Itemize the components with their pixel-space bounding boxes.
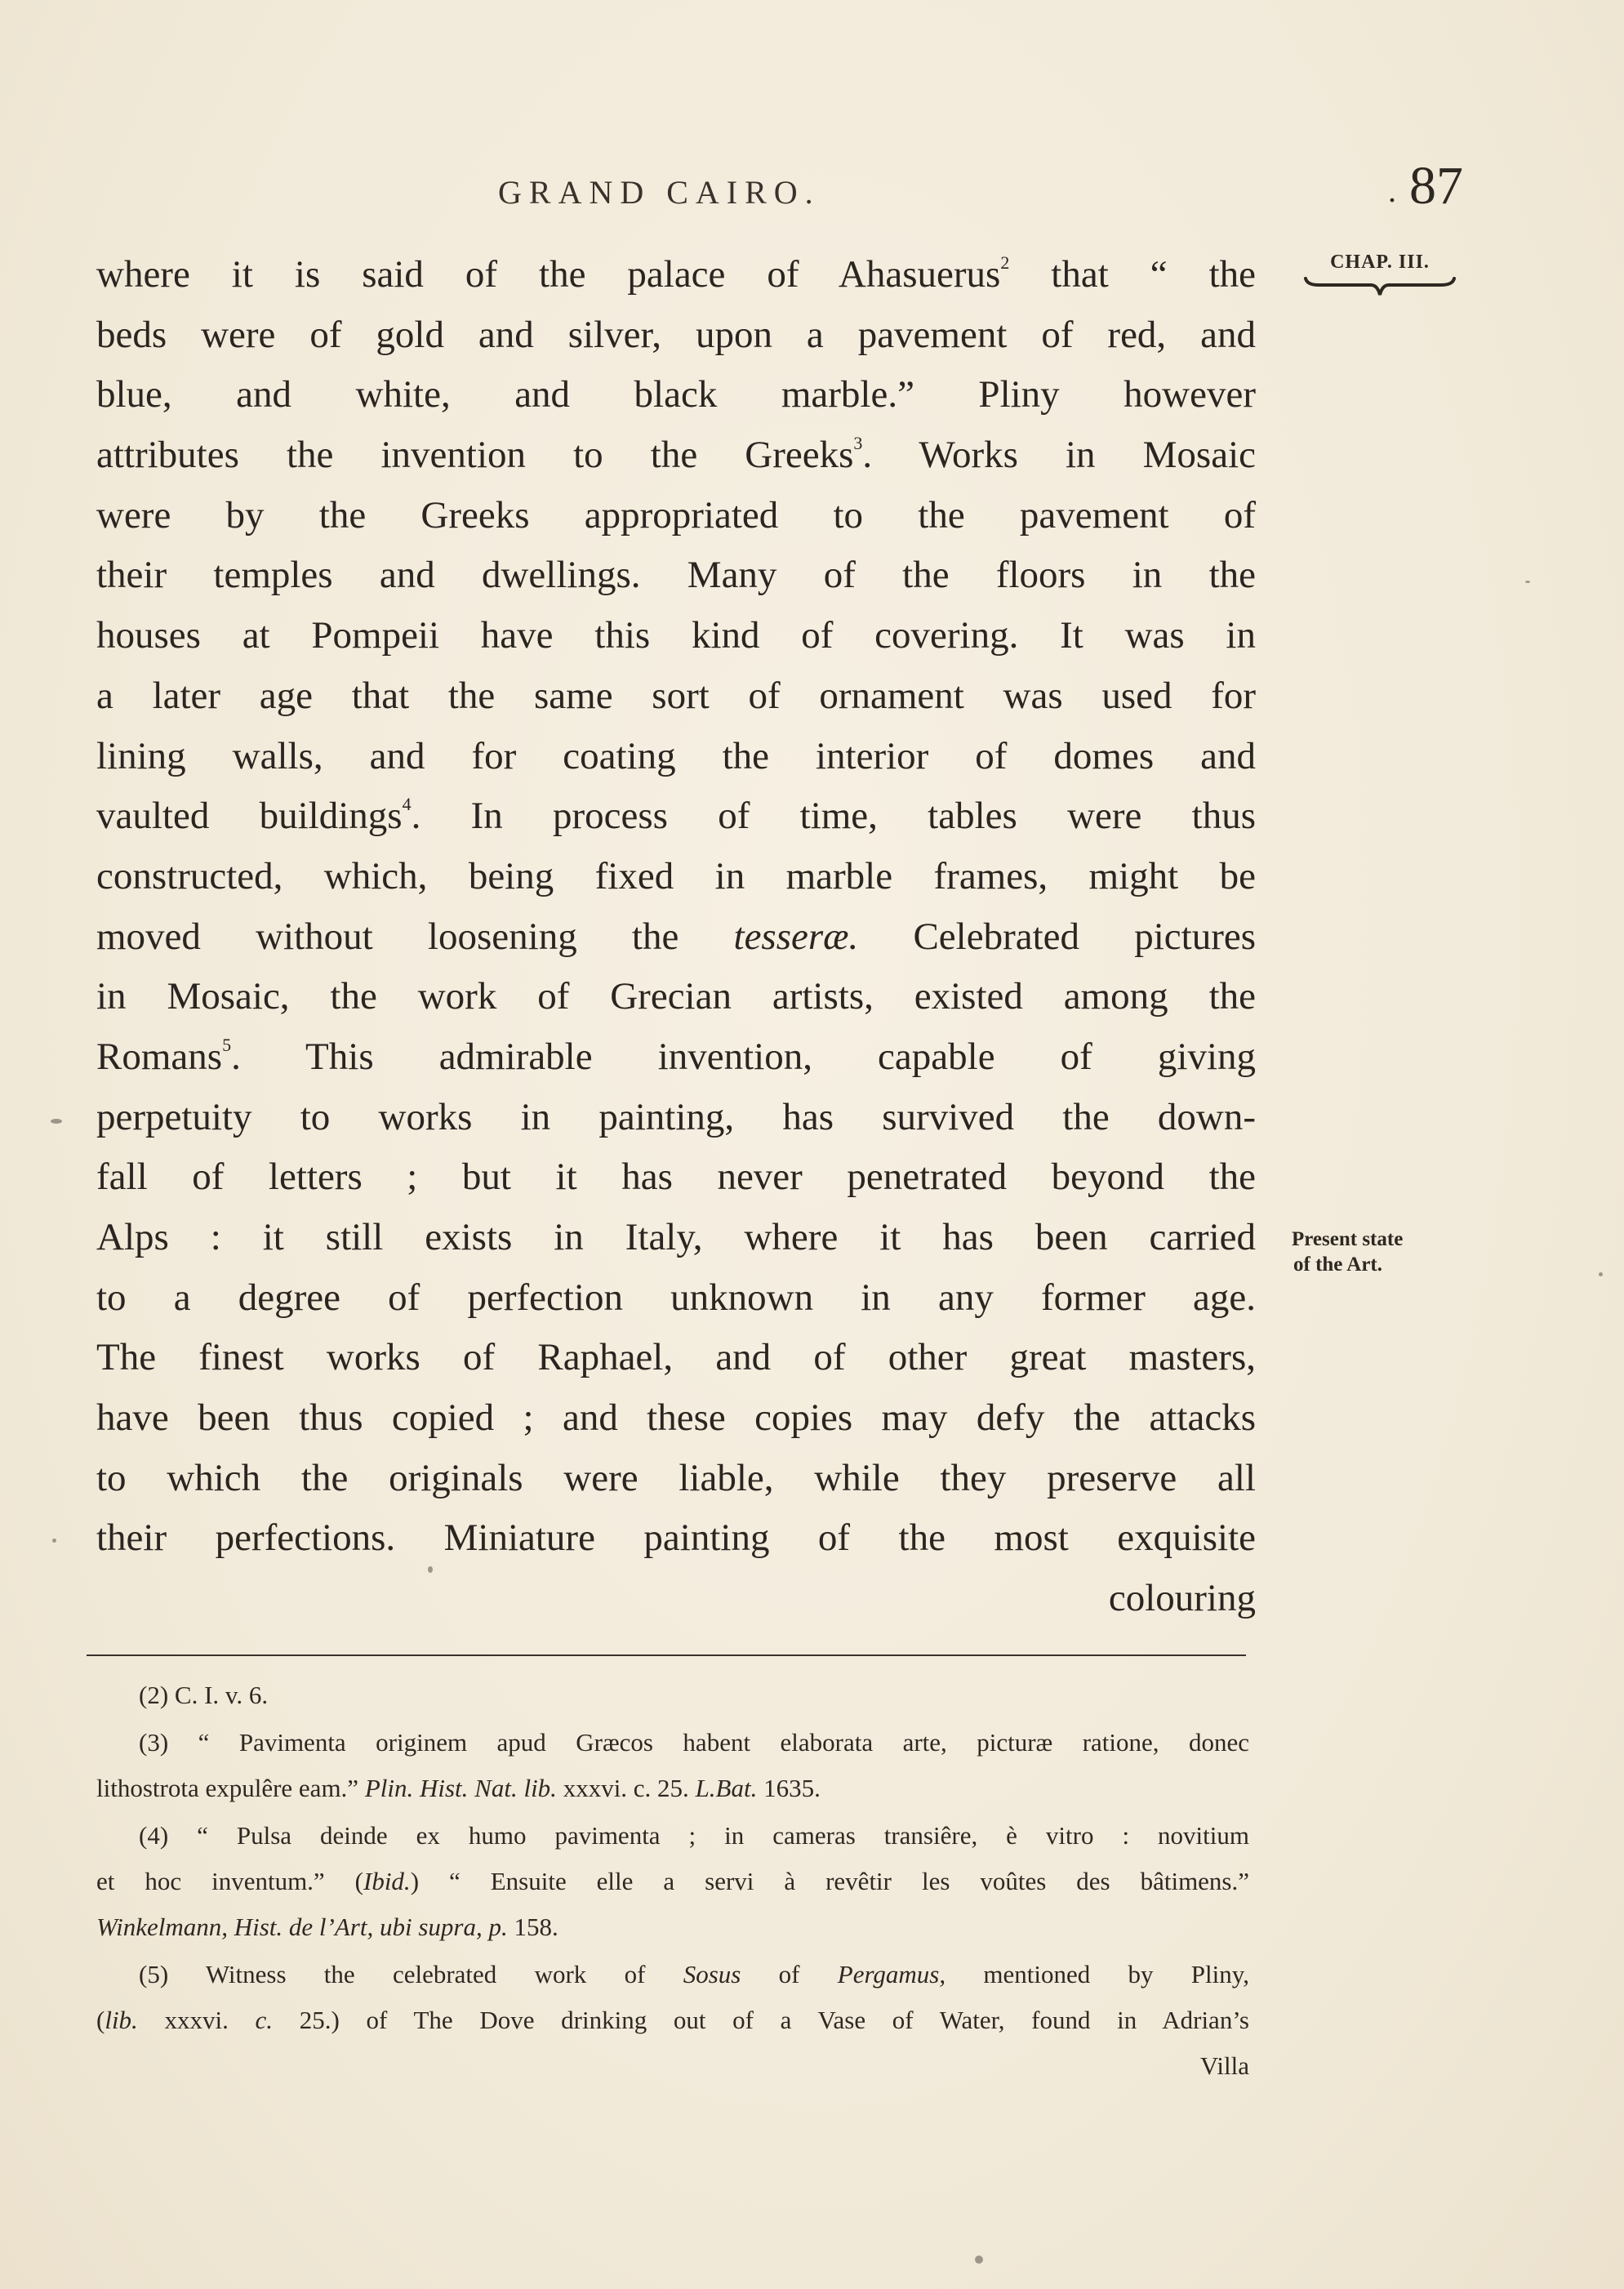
- footnote-3-line-1: [96, 1720, 1249, 1766]
- paper-speck: [428, 1566, 433, 1573]
- body-line: [96, 1268, 1256, 1329]
- body-text-run: in Mosaic, the work of Grecian artists, existed among the: [96, 975, 1256, 1018]
- footnote-text: mentioned by Pliny,: [945, 1960, 1250, 1988]
- body-text-run: where it is said of the palace of Ahasuerus: [96, 253, 1001, 296]
- paper-speck: [1525, 581, 1530, 583]
- page-number-prefix: .: [1388, 172, 1396, 210]
- body-line: [96, 1508, 1256, 1569]
- body-text-run: beds were of gold and silver, upon a pavement of red, and: [96, 313, 1256, 356]
- footnote-5-line-2: [96, 1997, 1249, 2043]
- running-head: GRAND CAIRO.: [498, 174, 821, 211]
- body-text-run: have been thus copied ; and these copies may defy the attacks: [96, 1396, 1256, 1440]
- body-line: [96, 486, 1256, 546]
- footnote-citation: lib.: [105, 2006, 138, 2034]
- body-text-run: to which the originals were liable, while they preserve all: [96, 1456, 1256, 1499]
- body-text-run: lining walls, and for coating the interior of domes and: [96, 734, 1256, 777]
- footnote-text: xxxvi.: [137, 2006, 256, 2034]
- page-number-block: [1388, 155, 1463, 217]
- footnote-5-line-1: [96, 1952, 1249, 1997]
- body-line: [96, 847, 1256, 907]
- body-line: [96, 305, 1256, 366]
- body-text-run: Romans: [96, 1035, 223, 1078]
- paper-speck: [52, 1539, 56, 1543]
- footnote-3-line-2: [96, 1766, 1249, 1811]
- footnote-citation: Winkelmann, Hist. de l’Art, ubi supra, p.: [96, 1913, 508, 1941]
- footnote-text: of: [741, 1960, 838, 1988]
- body-line: [96, 606, 1256, 666]
- body-line: [96, 1449, 1256, 1509]
- body-text-run: . This admirable invention, capable of giving: [231, 1035, 1256, 1078]
- footnote-text: xxxvi. c. 25.: [556, 1774, 696, 1802]
- body-text-run: attributes the invention to the Greeks: [96, 434, 854, 477]
- body-text-run: vaulted buildings: [96, 795, 403, 838]
- body-text-run: Alps : it still exists in Italy, where it has been carried: [96, 1216, 1256, 1258]
- body-line: [96, 967, 1256, 1027]
- body-text-run: to a degree of perfection unknown in any former age.: [96, 1276, 1256, 1319]
- body-line: [96, 1388, 1256, 1449]
- chapter-label: CHAP. III.: [1330, 252, 1430, 273]
- body-text-run: moved without loosening the: [96, 915, 734, 958]
- footnote-citation: c.: [255, 2006, 274, 2034]
- body-line: [96, 245, 1256, 305]
- body-line: [96, 786, 1256, 847]
- body-text-run: their perfections. Miniature painting of the most exquisite: [96, 1516, 1256, 1560]
- footnote-text: 158.: [507, 1913, 558, 1941]
- footnote-text: et hoc inventum.” (: [96, 1867, 363, 1895]
- footnote-text: (: [96, 2006, 105, 2034]
- footnote-citation: Ibid.: [363, 1867, 411, 1895]
- body-text-run: The finest works of Raphael, and of other great masters,: [96, 1336, 1256, 1379]
- paper-speck: [1599, 1272, 1603, 1276]
- footnote-text: (4) “ Pulsa deinde ex humo pavimenta ; in cameras transiêre, è vitro : novitium: [139, 1821, 1249, 1850]
- footnote-text: ) “ Ensuite elle a servi à revêtir les voûtes des bâtimens.”: [410, 1867, 1250, 1895]
- body-line: [96, 546, 1256, 606]
- footnote-text: (2) C. I. v. 6.: [139, 1681, 269, 1709]
- footnote-4-line-1: [96, 1813, 1249, 1859]
- body-line: [96, 1027, 1256, 1088]
- footnotes: [96, 1672, 1249, 2089]
- brace-icon: [1302, 275, 1457, 300]
- footnote-divider: [87, 1654, 1246, 1656]
- footnote-4-line-3: [96, 1904, 1249, 1950]
- footnote-text: 1635.: [757, 1774, 821, 1802]
- body-text-run: a later age that the same sort of ornament was used for: [96, 674, 1256, 717]
- page-number: 87: [1409, 156, 1463, 216]
- body-text: [96, 245, 1256, 1629]
- footnote-citation: Pergamus,: [837, 1960, 946, 1988]
- footnote-citation: L.Bat.: [695, 1774, 758, 1802]
- footnote-citation: Sosus: [683, 1960, 741, 1988]
- body-text-run: their temples and dwellings. Many of the floors in the: [96, 554, 1256, 597]
- paper-speck: [51, 1119, 62, 1124]
- italic-term: tesseræ.: [733, 915, 859, 958]
- body-text-run: fall of letters ; but it has never penetrated beyond the: [96, 1156, 1256, 1199]
- marginal-note: [1292, 1227, 1479, 1277]
- footnote-ref: 5: [222, 1034, 232, 1055]
- body-text-run: constructed, which, being fixed in marble frames, might be: [96, 854, 1256, 897]
- footnote-ref: 2: [1000, 252, 1010, 273]
- marginal-note-line: of the Art.: [1293, 1254, 1382, 1276]
- body-line: [96, 727, 1256, 787]
- body-line: [96, 365, 1256, 425]
- body-line: [96, 425, 1256, 486]
- body-text-run: perpetuity to works in painting, has survived the down-: [96, 1095, 1256, 1138]
- body-line: [96, 1147, 1256, 1208]
- body-text-run: houses at Pompeii have this kind of covering. It was in: [96, 614, 1256, 657]
- footnote-5-line-3: [96, 2043, 1249, 2089]
- body-line: [96, 666, 1256, 727]
- footnote-ref: 3: [853, 433, 863, 454]
- body-text-run: were by the Greeks appropriated to the pavement of: [96, 493, 1256, 537]
- body-line: [96, 1088, 1256, 1148]
- body-line: [96, 1208, 1256, 1268]
- footnote-2: [96, 1672, 1249, 1718]
- footnote-ref: 4: [402, 794, 412, 815]
- footnote-text: 25.) of The Dove drinking out of a Vase of Water, found in Adrian’s: [273, 2006, 1249, 2034]
- body-text-run: . Works in Mosaic: [862, 434, 1256, 477]
- body-line: [96, 1328, 1256, 1388]
- paper-speck: [975, 2256, 983, 2264]
- body-text-run: Celebrated pictures: [858, 915, 1256, 958]
- footnote-catchword: Villa: [1199, 2051, 1249, 2080]
- footnote-text: (5) Witness the celebrated work of: [139, 1960, 683, 1988]
- body-text-run: . In process of time, tables were thus: [411, 795, 1256, 838]
- marginal-note-line: Present state: [1292, 1228, 1404, 1250]
- footnote-text: (3) “ Pavimenta originem apud Græcos habent elaborata arte, picturæ ratione, donec: [139, 1728, 1249, 1757]
- footnote-citation: Plin. Hist. Nat. lib.: [364, 1774, 557, 1802]
- chapter-marker: [1298, 252, 1462, 300]
- body-line: [96, 907, 1256, 968]
- body-text-run: colouring: [1108, 1577, 1256, 1620]
- footnote-4-line-2: [96, 1859, 1249, 1904]
- body-text-run: that “ the: [1009, 253, 1256, 296]
- body-text-run: blue, and white, and black marble.” Pliny however: [96, 373, 1256, 416]
- catchword: [96, 1569, 1256, 1629]
- footnote-text: lithostrota expulêre eam.”: [96, 1774, 365, 1802]
